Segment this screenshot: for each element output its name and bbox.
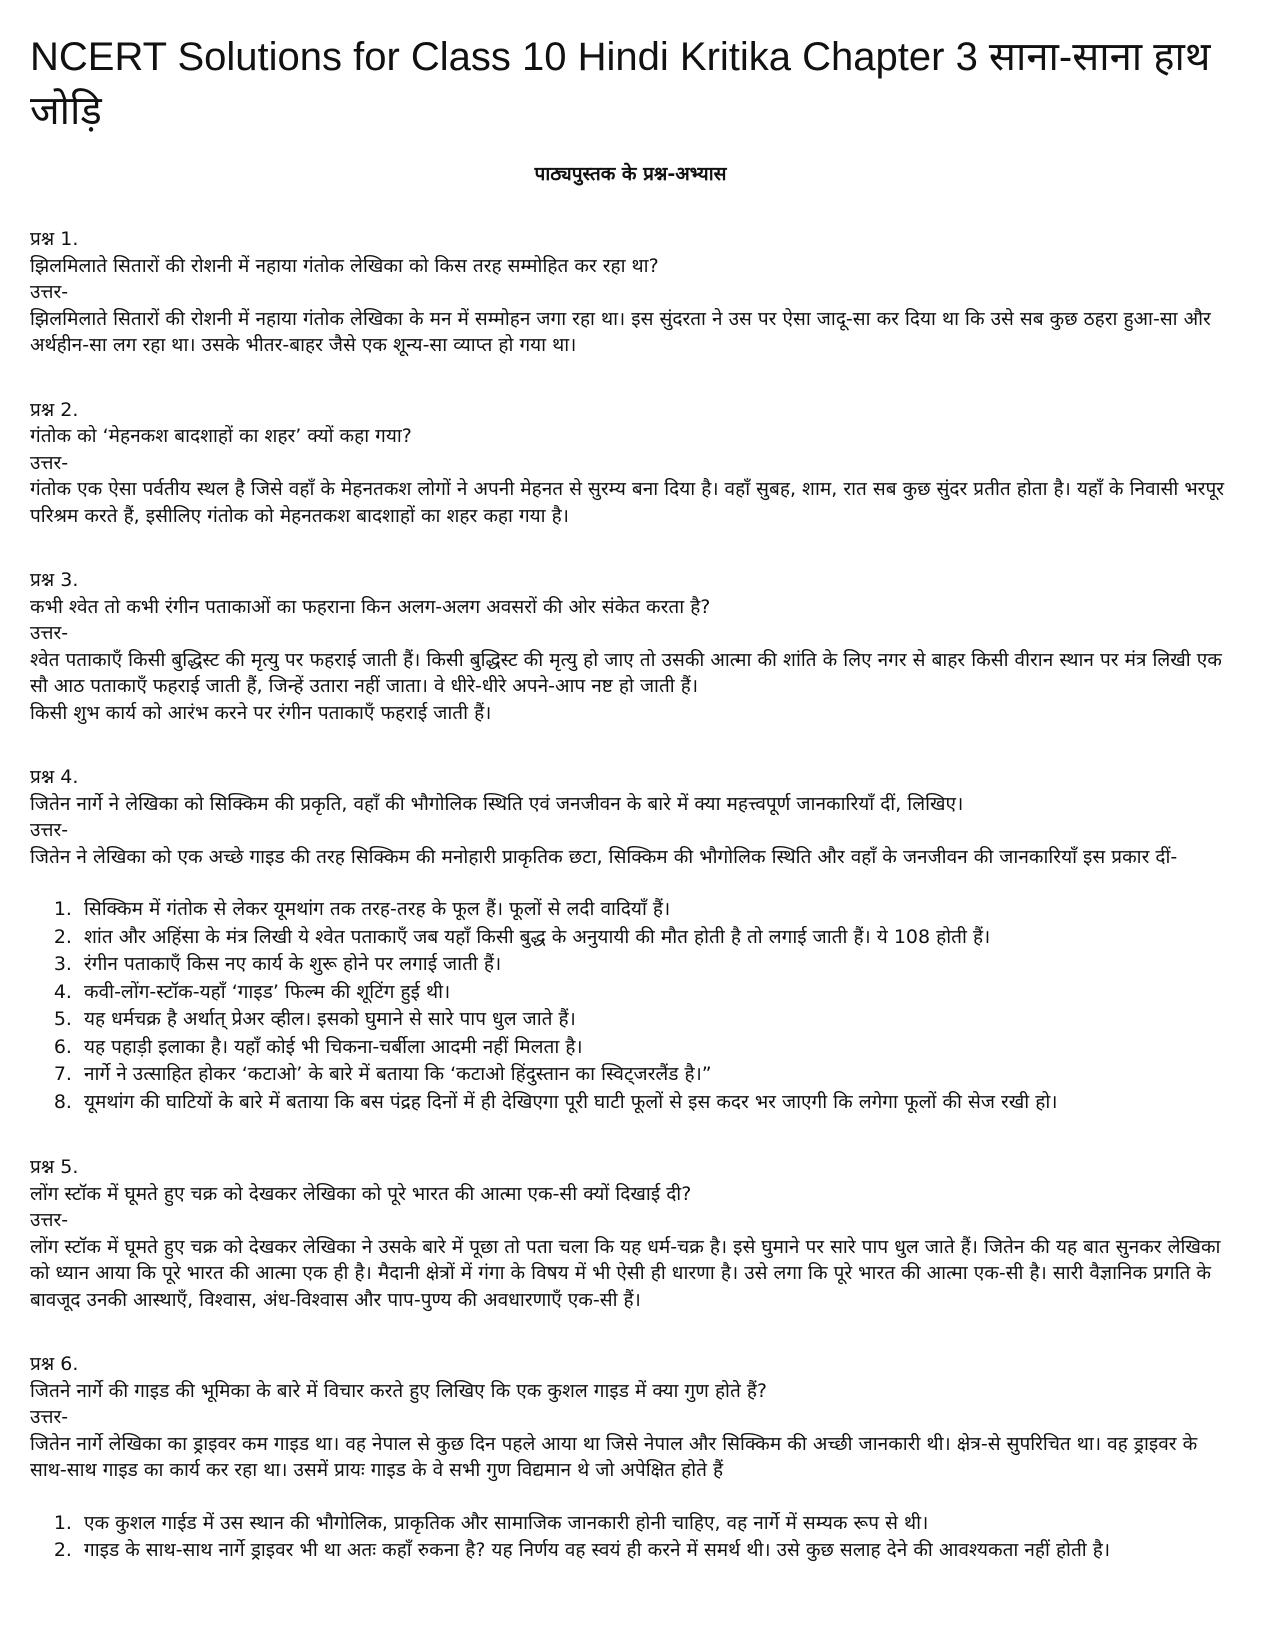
answer-point: 1. सिक्किम में गंतोक से लेकर यूमथांग तक तरह-तरह के फूल हैं। फूलों से लदी वादियाँ हैं। (78, 896, 1231, 924)
answer-paragraph: किसी शुभ कार्य को आरंभ करने पर रंगीन पताकाएँ फहराई जाती हैं। (30, 701, 492, 724)
question-text: गंतोक को ‘मेहनकश बादशाहों का शहर’ क्यों कहा गया? (30, 425, 412, 447)
answer-label: उत्तर- (30, 622, 69, 644)
answer-point: 8. यूमथांग की घाटियों के बारे में बताया कि बस पंद्रह दिनों में ही देखिएगा पूरी घाटी फूलों से इस कदर भर जाएगी कि लगेगा फूलों की सेज रखी हो। (78, 1089, 1231, 1117)
answer-paragraph: जितेन ने लेखिका को एक अच्छे गाइड की तरह सिक्किम की मनोहारी प्राकृतिक छटा, सिक्किम की भौगोलिक स्थिति और वहाँ के जनजीवन की जानकारियाँ इस प्रकार दीं- (30, 845, 1178, 868)
answer-paragraph: श्वेत पताकाएँ किसी बुद्धिस्ट की मृत्यु पर फहराई जाती हैं। किसी बुद्धिस्ट की मृत्यु हो जाए तो उसकी आत्मा की शांति के लिए नगर से बाहर किसी वीरान स्थान पर मंत्र लिखी एक सौ आठ पताकाएँ फहराई जाती हैं, जिन्हें उतारा नहीं जाता। वे धीरे-धीरे अपने-आप नष्ट हो जाती हैं। (30, 648, 1222, 697)
question-label: प्रश्न 2. (30, 398, 79, 421)
answer-point: 3. रंगीन पताकाएँ किस नए कार्य के शुरू होने पर लगाई जाती हैं। (78, 951, 1231, 979)
answer-point-list (30, 1510, 1231, 1565)
question-label: प्रश्न 1. (30, 228, 79, 250)
question-label: प्रश्न 6. (30, 1353, 79, 1375)
qa-block (30, 1154, 1231, 1313)
qa-block (30, 397, 1231, 530)
answer-label: उत्तर- (30, 1406, 69, 1428)
answer-point: 2. गाइड के साथ-साथ नार्गे ड्राइवर भी था अतः कहाँ रुकना है? यह निर्णय वह स्वयं ही करने में समर्थ थी। उसे कुछ सलाह देने की आवश्यकता नहीं होती है। (78, 1537, 1231, 1565)
question-label: प्रश्न 5. (30, 1156, 79, 1178)
section-subtitle: पाठ्यपुस्तक के प्रश्न-अभ्यास (534, 163, 727, 185)
qa-block (30, 1351, 1231, 1565)
answer-label: उत्तर- (30, 451, 69, 474)
answer-label: उत्तर- (30, 1209, 69, 1231)
qa-block (30, 567, 1231, 726)
answer-point: 6. यह पहाड़ी इलाका है। यहाँ कोई भी चिकना-चर्बीला आदमी नहीं मिलता है। (78, 1034, 1231, 1062)
answer-point-list (30, 896, 1231, 1116)
qa-block (30, 764, 1231, 1116)
question-text: कभी श्वेत तो कभी रंगीन पताकाओं का फहराना किन अलग-अलग अवसरों की ओर संकेत करता है? (30, 595, 711, 618)
answer-point: 1. एक कुशल गाईड में उस स्थान की भौगोलिक, प्राकृतिक और सामाजिक जानकारी होनी चाहिए, वह नार्गे में सम्यक रूप से थी। (78, 1510, 1231, 1538)
qa-list (30, 226, 1231, 1565)
question-text: झिलमिलाते सितारों की रोशनी में नहाया गंतोक लेखिका को किस तरह सम्मोहित कर रहा था? (30, 254, 659, 277)
question-label: प्रश्न 4. (30, 766, 79, 788)
answer-paragraph: लोंग स्टॉक में घूमते हुए चक्र को देखकर लेखिका ने उसके बारे में पूछा तो पता चला कि यह धर्म-चक्र है। इसे घुमाने पर सारे पाप धुल जाते हैं। जितेन की यह बात सुनकर लेखिका को ध्यान आया कि पूरे भारत की आत्मा एक ही है। मैदानी क्षेत्रों में गंगा के विषय में भी ऐसी ही धारणा है। उसे लगा कि पूरे भारत की आत्मा एक-सी है। सारी वैज्ञानिक प्रगति के बावजूद उनकी आस्थाएँ, विश्वास, अंध-विश्वास और पाप-पुण्य की अवधारणाएँ एक-सी हैं। (30, 1235, 1221, 1311)
question-text: जितेन नार्गे ने लेखिका को सिक्किम की प्रकृति, वहाँ की भौगोलिक स्थिति एवं जनजीवन के बारे में क्या महत्त्वपूर्ण जानकारियाँ दीं, लिखिए। (30, 792, 964, 815)
question-label: प्रश्न 3. (30, 569, 79, 591)
answer-paragraph: गंतोक एक ऐसा पर्वतीय स्थल है जिसे वहाँ के मेहनतकश लोगों ने अपनी मेहनत से सुरम्य बना दिया है। वहाँ सुबह, शाम, रात सब कुछ सुंदर प्रतीत होता है। यहाँ के निवासी भरपूर परिश्रम करते हैं, इसीलिए गंतोक को मेहनतकश बादशाहों का शहर कहा गया है। (30, 478, 1225, 527)
question-text: लोंग स्टॉक में घूमते हुए चक्र को देखकर लेखिका को पूरे भारत की आत्मा एक-सी क्यों दिखाई दी? (30, 1182, 692, 1205)
answer-point: 2. शांत और अहिंसा के मंत्र लिखी ये श्वेत पताकाएँ जब यहाँ किसी बुद्ध के अनुयायी की मौत होती है तो लगाई जाती हैं। ये 108 होती हैं। (78, 924, 1231, 952)
answer-point: 4. कवी-लोंग-स्टॉक-यहाँ ‘गाइड’ फिल्म की शूटिंग हुई थी। (78, 979, 1231, 1007)
qa-block (30, 226, 1231, 359)
answer-label: उत्तर- (30, 281, 69, 303)
answer-paragraph: जितेन नार्गे लेखिका का ड्राइवर कम गाइड था। वह नेपाल से कुछ दिन पहले आया था जिसे नेपाल और सिक्किम की अच्छी जानकारी थी। क्षेत्र-से सुपरिचित था। वह ड्राइवर के साथ-साथ गाइड का कार्य कर रहा था। उसमें प्रायः गाइड के वे सभी गुण विद्यमान थे जो अपेक्षित होते हैं (30, 1432, 1198, 1481)
question-text: जितने नार्गे की गाइड की भूमिका के बारे में विचार करते हुए लिखिए कि एक कुशल गाइड में क्या गुण होते हैं? (30, 1379, 768, 1402)
page-title: NCERT Solutions for Class 10 Hindi Kritika Chapter 3 साना-साना हाथ जोड़ि (30, 35, 1211, 133)
answer-point: 7. नार्गे ने उत्साहित होकर ‘कटाओ’ के बारे में बताया कि ‘कटाओ हिंदुस्तान का स्विट्जरलैंड है।” (78, 1061, 1231, 1089)
answer-paragraph: झिलमिलाते सितारों की रोशनी में नहाया गंतोक लेखिका के मन में सम्मोहन जगा रहा था। इस सुंदरता ने उस पर ऐसा जादू-सा कर दिया था कि उसे सब कुछ ठहरा हुआ-सा और अर्थहीन-सा लग रहा था। उसके भीतर-बाहर जैसे एक शून्य-सा व्याप्त हो गया था। (30, 307, 1211, 356)
answer-label: उत्तर- (30, 819, 69, 841)
answer-point: 5. यह धर्मचक्र है अर्थात् प्रेअर व्हील। इसको घुमाने से सारे पाप धुल जाते हैं। (78, 1006, 1231, 1034)
